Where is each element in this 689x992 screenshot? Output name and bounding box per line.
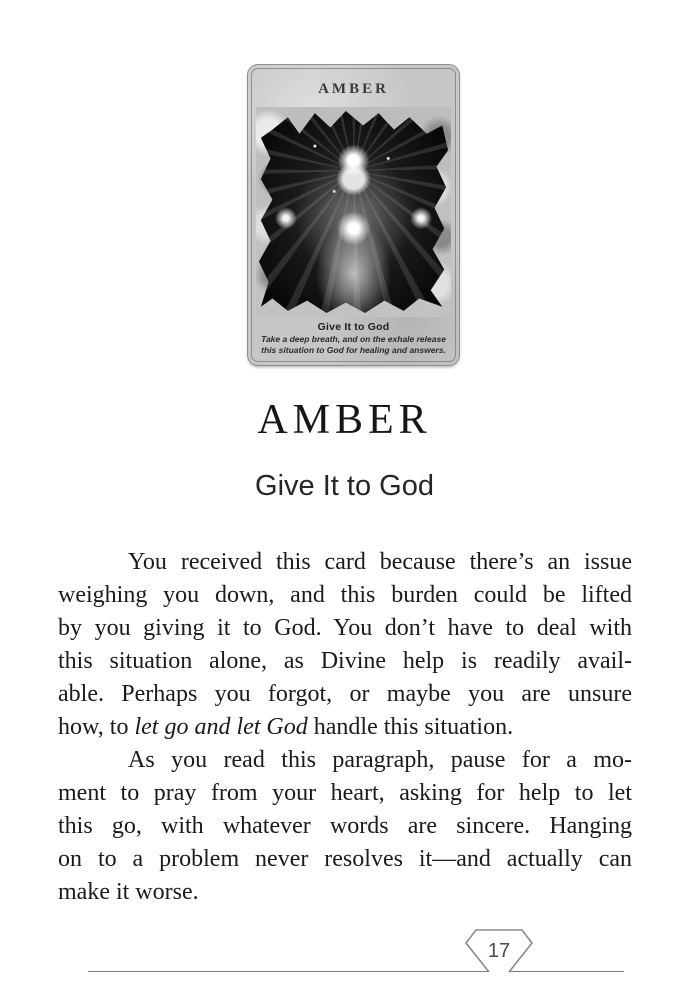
diamond-icon — [465, 929, 533, 973]
body-line: ment to pray from your heart, asking for help to let — [58, 780, 632, 806]
body-line: this situation alone, as Divine help is readily avail- — [58, 648, 632, 674]
body-line-segment: how, to — [58, 714, 135, 740]
card-title: AMBER — [318, 81, 389, 97]
body-line-italic-segment: let go and let God — [134, 714, 308, 740]
footer-rule — [88, 971, 624, 972]
body-line: able. Perhaps you forgot, or maybe you are unsure — [58, 681, 632, 707]
page-number: 17 — [487, 940, 511, 962]
card-caption-title: Give It to God — [317, 321, 390, 333]
body-line-segment: handle this situation. — [307, 714, 514, 740]
body-line: by you giving it to God. You don’t have to deal with — [58, 615, 632, 641]
chapter-title: AMBER — [257, 397, 432, 443]
body-line: make it worse. — [58, 879, 199, 905]
body-line: You received this card because there’s an issue — [128, 549, 632, 575]
body-line — [58, 711, 632, 744]
card-caption-line: Take a deep breath, and on the exhale release — [261, 334, 446, 344]
angel-figure-art — [257, 109, 450, 315]
body-text — [58, 546, 632, 909]
oracle-card — [248, 65, 459, 365]
body-line: this go, with whatever words are sincere. Hanging — [58, 813, 632, 839]
body-line: on to a problem never resolves it—and actually can — [58, 846, 632, 872]
chapter-subtitle: Give It to God — [255, 470, 434, 502]
body-line: weighing you down, and this burden could be lifted — [58, 582, 632, 608]
card-caption — [254, 321, 453, 355]
body-line: As you read this paragraph, pause for a mo- — [128, 747, 632, 773]
card-caption-line: this situation to God for healing and answers. — [261, 344, 446, 355]
